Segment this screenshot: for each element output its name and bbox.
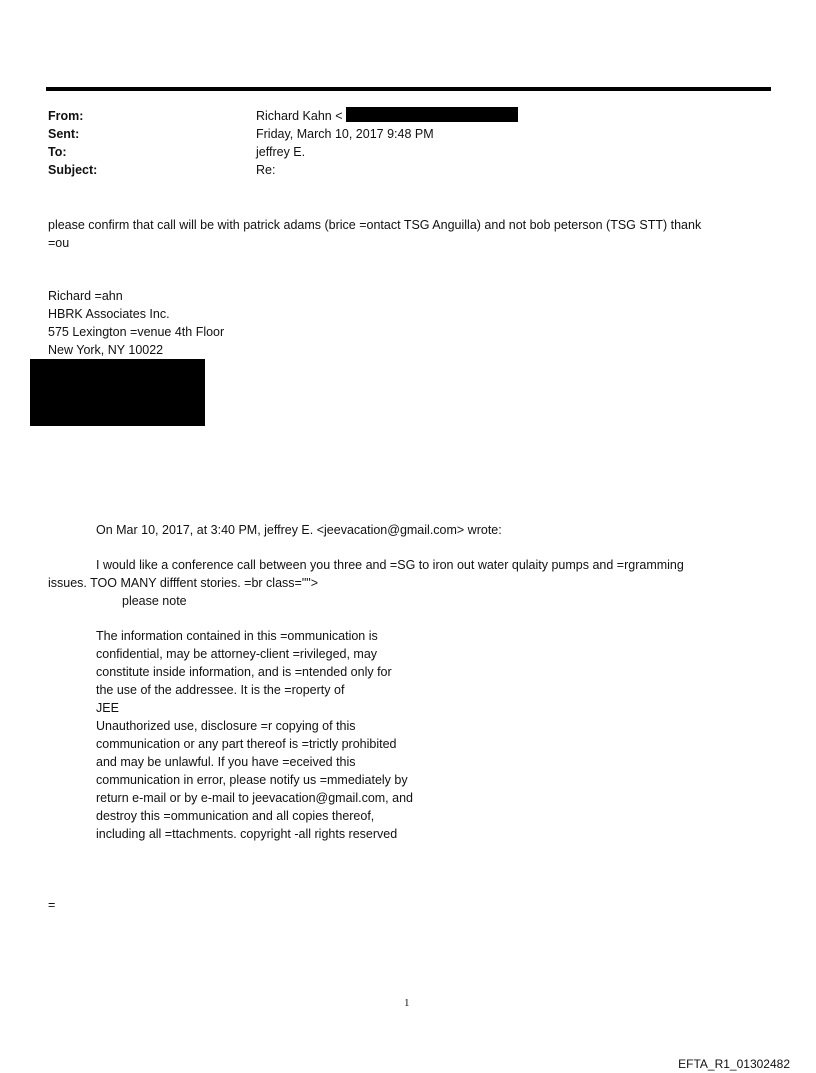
disclaimer-line: destroy this =ommunication and all copies thereof, bbox=[96, 809, 375, 823]
disclaimer-line: confidential, may be attorney-client =rivileged, may bbox=[96, 647, 378, 661]
sent-label: Sent: bbox=[48, 127, 80, 141]
signature-city: New York, NY 10022 bbox=[48, 343, 164, 357]
quoted-line-3: please note bbox=[122, 594, 187, 608]
redaction-signature-block bbox=[30, 359, 205, 426]
disclaimer-block bbox=[96, 627, 413, 843]
document-id: EFTA_R1_01302482 bbox=[678, 1057, 790, 1071]
disclaimer-line: The information contained in this =ommunication is bbox=[96, 629, 378, 643]
disclaimer-line: the use of the addressee. It is the =roperty of bbox=[96, 683, 345, 697]
from-value: Richard Kahn < bbox=[256, 109, 343, 123]
sent-value: Friday, March 10, 2017 9:48 PM bbox=[256, 127, 434, 141]
disclaimer-line: and may be unlawful. If you have =eceived this bbox=[96, 755, 356, 769]
to-label: To: bbox=[48, 145, 67, 159]
quoted-intro: On Mar 10, 2017, at 3:40 PM, jeffrey E. <jeevacation@gmail.com> wrote: bbox=[96, 523, 502, 537]
redaction-from-email bbox=[346, 107, 518, 122]
page-number: 1 bbox=[404, 997, 410, 1009]
signature-address: 575 Lexington =venue 4th Floor bbox=[48, 325, 225, 339]
subject-label: Subject: bbox=[48, 163, 98, 177]
trailing-mark: = bbox=[48, 898, 56, 912]
body-line-2: =ou bbox=[48, 236, 70, 250]
signature-name: Richard =ahn bbox=[48, 289, 123, 303]
from-label: From: bbox=[48, 109, 84, 123]
to-value: jeffrey E. bbox=[256, 145, 306, 159]
quoted-line-1: I would like a conference call between you three and =SG to iron out water qulaity pumps and =rgramming bbox=[96, 558, 684, 572]
signature-company: HBRK Associates Inc. bbox=[48, 307, 170, 321]
disclaimer-line: communication in error, please notify us =mmediately by bbox=[96, 773, 408, 787]
disclaimer-line: including all =ttachments. copyright -all rights reserved bbox=[96, 827, 398, 841]
quoted-line-2: issues. TOO MANY difffent stories. =br class=""> bbox=[48, 576, 318, 590]
disclaimer-line: JEE bbox=[96, 701, 119, 715]
disclaimer-line: communication or any part thereof is =trictly prohibited bbox=[96, 737, 397, 751]
subject-value: Re: bbox=[256, 163, 276, 177]
disclaimer-line: Unauthorized use, disclosure =r copying of this bbox=[96, 719, 356, 733]
disclaimer-line: constitute inside information, and is =ntended only for bbox=[96, 665, 392, 679]
body-line-1: please confirm that call will be with patrick adams (brice =ontact TSG Anguilla) and not bob peterson (TSG STT) thank bbox=[48, 218, 702, 232]
header-rule bbox=[46, 87, 771, 91]
disclaimer-line: return e-mail or by e-mail to jeevacation@gmail.com, and bbox=[96, 791, 413, 805]
